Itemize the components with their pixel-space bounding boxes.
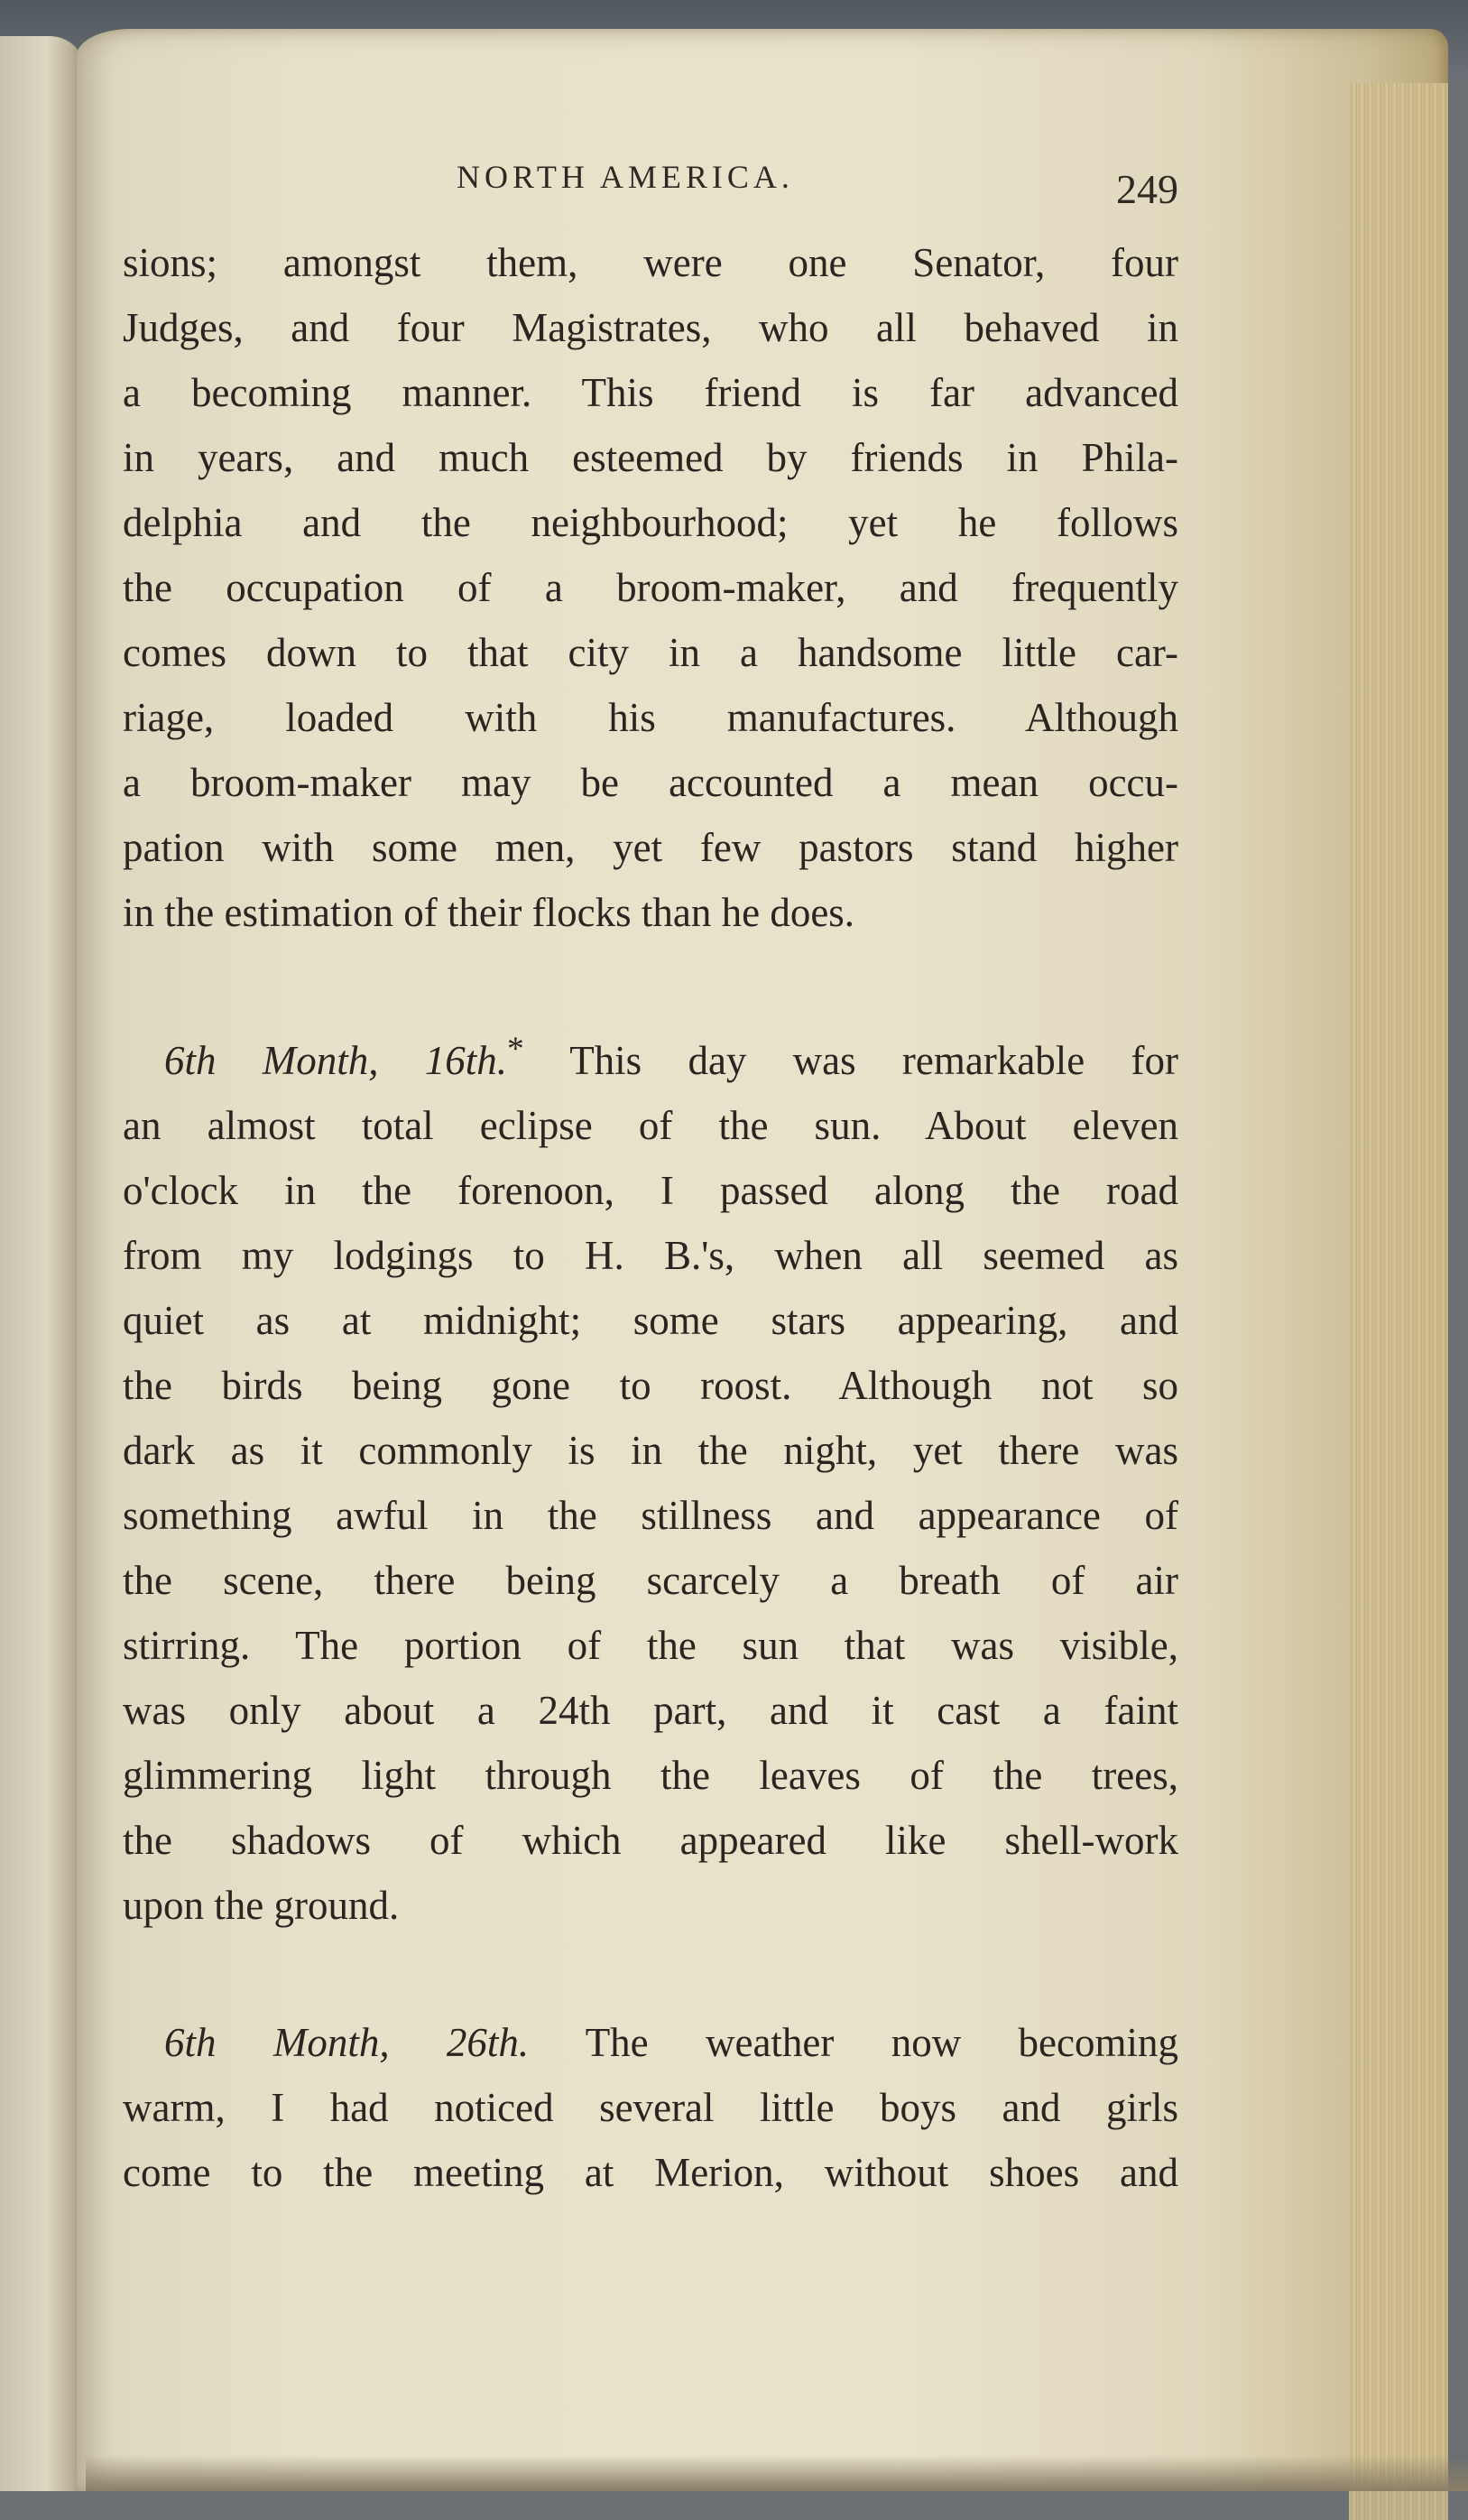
text-line: sions; amongst them, were one Senator, four bbox=[123, 240, 1178, 285]
paragraph-gap bbox=[123, 1938, 1178, 2010]
text-line: warm, I had noticed several little boys and girls bbox=[123, 2085, 1178, 2130]
facing-page-edge bbox=[0, 36, 86, 2491]
footnote-mark: * bbox=[507, 1031, 524, 1068]
text-line: a becoming manner. This friend is far advanced bbox=[123, 370, 1178, 415]
entry-first-line bbox=[123, 2010, 1178, 2075]
text-line: glimmering light through the leaves of the trees, bbox=[123, 1753, 1178, 1798]
entry-first-line-text: This day was remarkable for bbox=[569, 1038, 1178, 1083]
text-line: o'clock in the forenoon, I passed along the road bbox=[123, 1168, 1178, 1213]
text-line: upon the ground. bbox=[123, 1883, 400, 1928]
text-line: delphia and the neighbourhood; yet he follows bbox=[123, 500, 1178, 545]
text-line: in the estimation of their flocks than he does. bbox=[123, 890, 855, 935]
text-line: Judges, and four Magistrates, who all behaved in bbox=[123, 305, 1178, 350]
text-line: stirring. The portion of the sun that was visible, bbox=[123, 1623, 1178, 1668]
entry-first-line-text: The weather now becoming bbox=[585, 2020, 1178, 2065]
paragraph-gap bbox=[123, 945, 1178, 1017]
text-line: the scene, there being scarcely a breath of air bbox=[123, 1558, 1178, 1603]
text-line: pation with some men, yet few pastors stand higher bbox=[123, 825, 1178, 870]
text-line: in years, and much esteemed by friends in Phila- bbox=[123, 435, 1178, 480]
text-line: riage, loaded with his manufactures. Although bbox=[123, 695, 1178, 740]
entry-date: 6th Month, 16th. bbox=[164, 1038, 507, 1083]
text-line: comes down to that city in a handsome little car- bbox=[123, 630, 1178, 675]
entry-first-line bbox=[123, 1017, 1178, 1093]
text-line: the occupation of a broom-maker, and frequently bbox=[123, 565, 1178, 610]
text-line: from my lodgings to H. B.'s, when all seemed as bbox=[123, 1233, 1178, 1278]
text-line: the birds being gone to roost. Although not so bbox=[123, 1363, 1178, 1408]
page-bottom-shadow bbox=[86, 2455, 1468, 2491]
paragraph-3 bbox=[123, 2010, 1178, 2205]
text-line: dark as it commonly is in the night, yet there was bbox=[123, 1428, 1178, 1473]
text-line: was only about a 24th part, and it cast a faint bbox=[123, 1688, 1178, 1733]
text-line: a broom-maker may be accounted a mean occu- bbox=[123, 760, 1178, 805]
running-head-title: NORTH AMERICA. bbox=[457, 159, 794, 195]
paragraph-1 bbox=[123, 230, 1178, 945]
text-line: quiet as at midnight; some stars appearing, and bbox=[123, 1298, 1178, 1343]
text-line: the shadows of which appeared like shell-work bbox=[123, 1818, 1178, 1863]
text-line: come to the meeting at Merion, without shoes and bbox=[123, 2150, 1178, 2195]
paragraph-2 bbox=[123, 1017, 1178, 1938]
text-line: an almost total eclipse of the sun. About eleven bbox=[123, 1103, 1178, 1148]
page-number: 249 bbox=[1116, 166, 1178, 212]
text-line: something awful in the stillness and appearance of bbox=[123, 1493, 1178, 1538]
running-head bbox=[123, 149, 1178, 212]
page-fore-edge bbox=[1349, 83, 1448, 2520]
page-text bbox=[123, 149, 1178, 2205]
entry-date: 6th Month, 26th. bbox=[164, 2020, 530, 2065]
